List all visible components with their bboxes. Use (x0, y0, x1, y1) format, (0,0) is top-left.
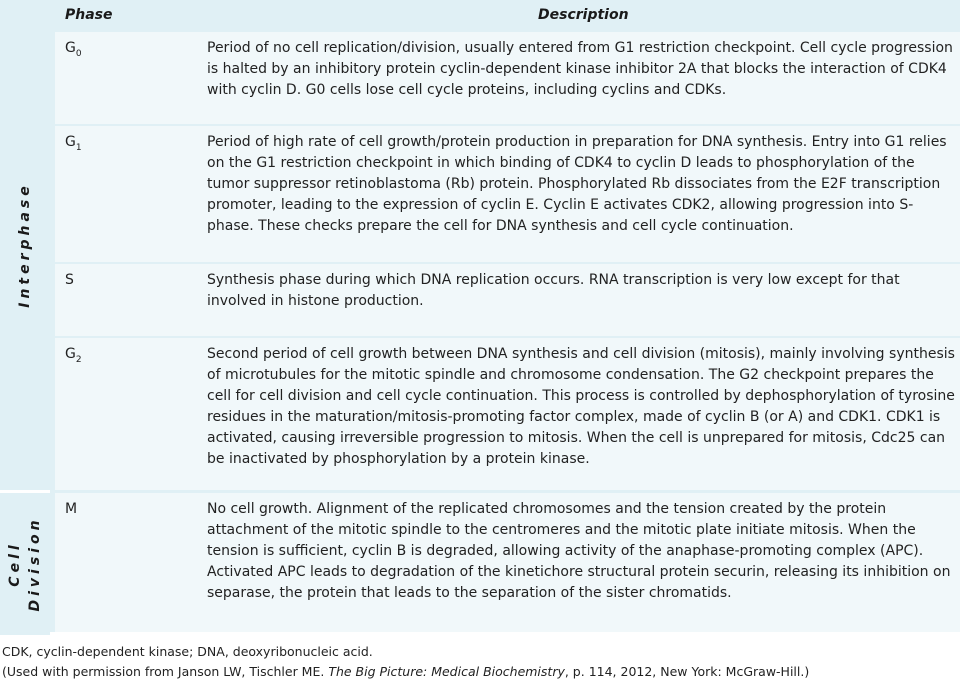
description-cell: Synthesis phase during which DNA replication occurs. RNA transcription is very low except for that involved in histone production. (207, 272, 900, 309)
phase-cell: $G_2$ (65, 346, 82, 365)
group-cell-division (0, 490, 50, 635)
description-cell: Period of high rate of cell growth/protein production in preparation for DNA synthesis. Entry into G1 relies on the G1 restriction checkpoint in which binding of CDK4 to cyclin D leads to phosphorylation of the tumor suppressor retinoblastoma (Rb) protein. Phosphorylated Rb dissociates from the E2F transcription promoter, leading to the expression of cyclin E. Cyclin E activates CDK2, allowing progression into S-phase. These checks prepare the cell for DNA synthesis and cell cycle continuation. (207, 134, 947, 234)
description-cell: No cell growth. Alignment of the replicated chromosomes and the tension created by the protein attachment of the mitotic spindle to the centromeres and the mitotic plate initiate mitosis. When the tension is sufficient, cyclin B is degraded, allowing activity of the anaphase-promoting complex (APC). Activated APC leads to degradation of the kinetichore structural protein securin, releasing its inhibition on separase, the protein that leads to the separation of the sister chromatids. (207, 501, 951, 601)
header-phase: Phase (65, 7, 113, 23)
phase-cell: S (65, 272, 74, 288)
phase-cell: M (65, 501, 78, 517)
description-cell: Period of no cell replication/division, usually entered from G1 restriction checkpoint. Cell cycle progression is halted by an inhibitory protein cyclin-dependent kinase inhibitor 2A that blocks the interaction of CDK4 with cyclin D. G0 cells lose cell cycle proteins, including cyclins and CDKs. (207, 40, 953, 98)
table-row-g2 (55, 338, 960, 490)
credit-book-title: The Big Picture: Medical Biochemistry (328, 664, 565, 679)
table-row-g0 (55, 32, 960, 124)
table-header (55, 0, 960, 31)
header-description: Description (538, 7, 629, 23)
description-cell: Second period of cell growth between DNA synthesis and cell division (mitosis), mainly involving synthesis of microtubules for the mitotic spindle and chromosome condensation. The G2 checkpoint prepares the cell for cell division and cell cycle continuation. This process is controlled by dephosphorylation of tyrosine residues in the maturation/mitosis-promoting factor complex, made of cyclin B (or A) and CDK1. CDK1 is activated, causing irreversible progression to mitosis. When the cell is unprepared for mitosis, Cdc25 can be inactivated by phosphorylation by a protein kinase. (207, 346, 955, 467)
group-interphase (0, 0, 50, 490)
phase-cell: $G_0$ (65, 40, 82, 59)
table-row-s (55, 264, 960, 336)
phase-cell: $G_1$ (65, 134, 82, 153)
group-label-cell-division: Cell Division (7, 516, 43, 612)
table-row-g1 (55, 126, 960, 262)
footnote-abbreviations: CDK, cyclin-dependent kinase; DNA, deoxyribonucleic acid. (2, 644, 373, 659)
table-row-m (55, 493, 960, 632)
footnote-credit: (Used with permission from Janson LW, Tischler ME. The Big Picture: Medical Biochemistry, p. 114, 2012, New York: McGraw-Hill.) (2, 664, 810, 679)
group-label-interphase: Interphase (17, 182, 33, 308)
